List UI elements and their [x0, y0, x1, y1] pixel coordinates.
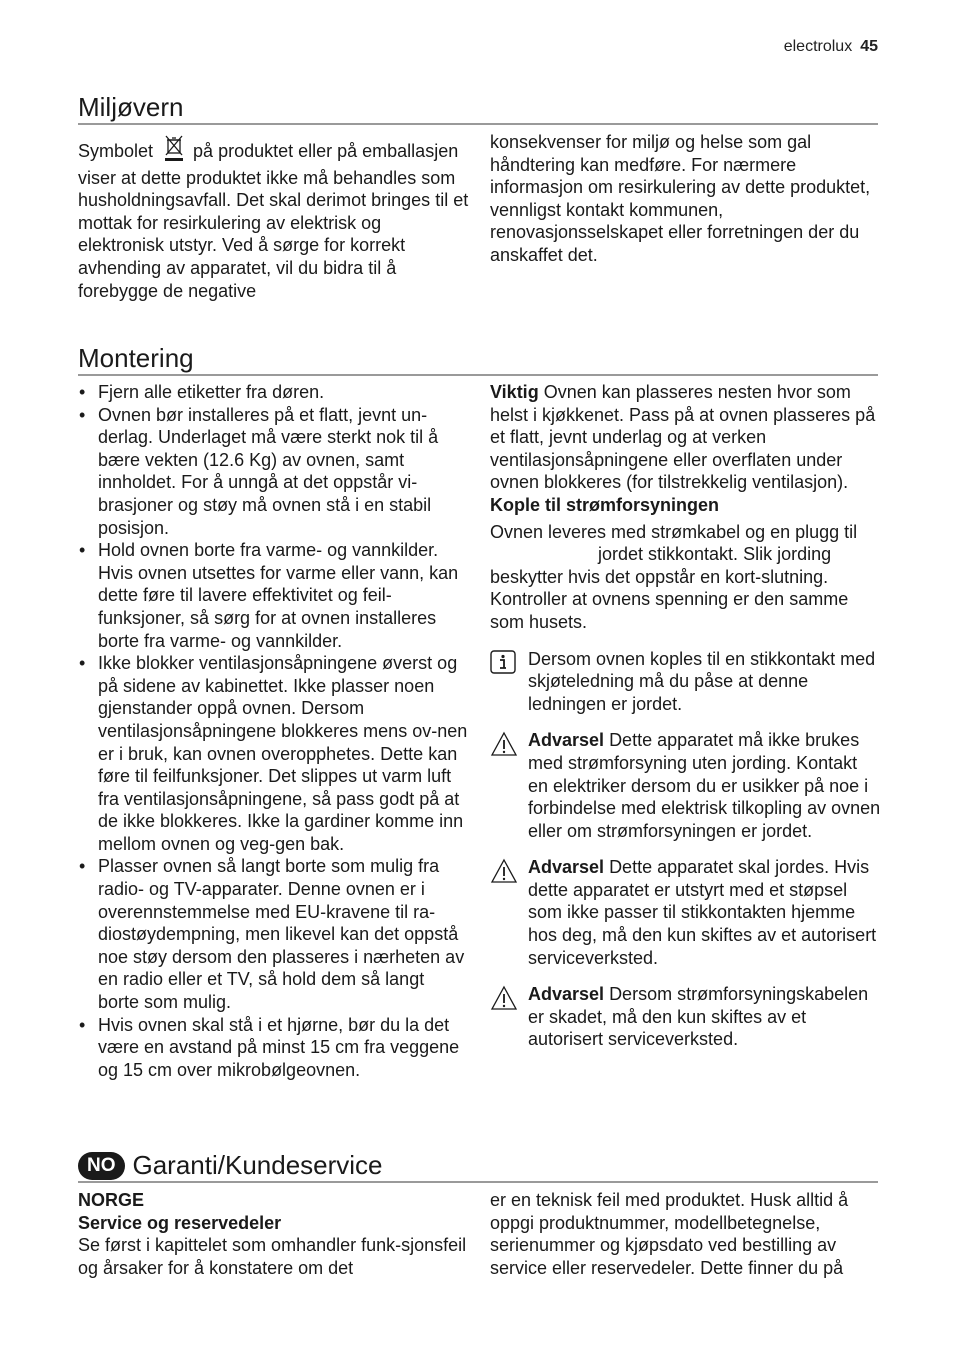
garanti-left-column	[78, 1189, 470, 1279]
warning-triangle-icon	[490, 983, 528, 1051]
montering-right-column	[490, 381, 882, 1051]
section-title-montering: Montering	[78, 343, 878, 376]
country-heading: NORGE	[78, 1190, 145, 1210]
info-note-text: Dersom ovnen koples til en stikkontakt med skjøteledning må du påse at denne ledningen er jordet.	[528, 648, 876, 714]
miljovern-symbol-label: Symbolet	[78, 141, 154, 161]
list-item: • Ovnen bør installeres på et flatt, jevnt un-derlag. Underlaget må være sterkt nok til å bære vekten (12.6 Kg) av ovnen, samt innholdet. For å unngå at det oppstår vi-brasjoner og støy må ovnen stå i en stabil posisjon.	[78, 404, 470, 540]
warning-text: Dersom strømforsyningskabelen er skadet, må den kun skiftes av et autorisert serviceverksted.	[528, 984, 869, 1050]
list-item: • Hold ovnen borte fra varme- og vannkilder. Hvis ovnen utsettes for varme eller vann, kan dette føre til lavere effektivitet og feil-funksjoner, så sørg for at ovnen installeres borte fra varme- og vannkilder.	[78, 539, 470, 652]
warning-label: Advarsel	[528, 857, 605, 878]
info-icon	[490, 648, 528, 716]
warning-text: Dette apparatet skal jordes. Hvis dette apparatet er utstyrt med et støpsel som ikke passer til stikkontakten hjemme hos deg, må den kun skiftes av et autorisert serviceverksted.	[528, 857, 877, 968]
garanti-title: Garanti/Kundeservice	[132, 1150, 383, 1180]
page-number: 45	[860, 38, 878, 55]
warning-triangle-icon	[490, 729, 528, 842]
miljovern-left-text	[78, 135, 470, 302]
page-header	[784, 38, 878, 56]
miljovern-right-column	[490, 131, 882, 267]
kople-heading: Kople til strømforsyningen	[490, 494, 720, 515]
warning-note	[490, 729, 882, 842]
info-note	[490, 648, 882, 716]
list-item: • Fjern alle etiketter fra døren.	[78, 381, 470, 404]
miljovern-left-column	[78, 135, 470, 302]
viktig-text: Ovnen kan plasseres nesten hvor som helst i kjøkkenet. Pass på at ovnen plasseres på et flatt, jevnt underlag og at verken ventilasjonsåpningene eller overflaten under ovnen blokkeres (for tilstrekkelig ventilasjon).	[490, 382, 876, 493]
section-title-garanti	[78, 1150, 878, 1183]
list-item: • Ikke blokker ventilasjonsåpningene øverst og på sidene av kabinettet. Ikke plasser noen gjenstander oppå ovnen. Dersom ventilasjonsåpningene blokkeres mens ov-nen er i bruk, kan ovnen overopphetes. Dette kan føre til feilfunksjoner. Det slippes ut varm luft fra ventilasjonsåpningene, så pass godt på at de ikke blokkeres. Ikke la gardiner komme inn mellom ovnen og veg-gen bak.	[78, 652, 470, 855]
miljovern-left-body: på produktet eller på emballasjen viser at dette produktet ikke må behandles som husholdningsavfall. Det skal derimot bringes til et mottak for resirkulering av elektrisk og elektronisk utstyr. Ved å sørge for korrekt avhending av apparatet, vil du bidra til å forebygge de negative	[78, 141, 469, 301]
montering-left-column	[78, 381, 470, 1081]
garanti-right-column	[490, 1189, 882, 1279]
warning-note	[490, 856, 882, 969]
garanti-left-text: Se først i kapittelet som omhandler funk-sjonsfeil og årsaker for å konstatere om det	[78, 1235, 467, 1278]
warning-note	[490, 983, 882, 1051]
warning-label: Advarsel	[528, 984, 605, 1005]
warning-triangle-icon	[490, 856, 528, 969]
list-item: • Plasser ovnen så langt borte som mulig fra radio- og TV-apparater. Denne ovnen er i overennstemmelse med EU-kravene til ra-diostøydempning, men likevel kan det oppstå noe støy dersom den plasseres i nærheten av en radio eller et TV, så hold dem så langt borte som mulig.	[78, 855, 470, 1013]
miljovern-right-text: konsekvenser for miljø og helse som gal håndtering kan medføre. For nærmere informasjon om resirkulering av dette produktet, vennligst kontakt kommunen, renovasjonsselskapet eller forretningen der du anskaffet det.	[490, 132, 871, 265]
montering-bullet-list	[78, 381, 470, 1081]
viktig-label: Viktig	[490, 382, 539, 402]
warning-text: Dette apparatet må ikke brukes med strømforsyning uten jording. Kontakt en elektriker dersom du er usikker på noe i forbindelse med elektrisk tilkopling av ovnen eller om strømforsyningen er jordet.	[528, 730, 881, 841]
kople-text-2: jordet stikkontakt. Slik jording beskytter hvis det oppstår en kort-slutning. Kontroller at ovnens spenning er den samme som husets.	[490, 544, 849, 632]
list-item: • Hvis ovnen skal stå i et hjørne, bør du la det være en avstand på minst 15 cm fra veggene og 15 cm over mikrobølgeovnen.	[78, 1014, 470, 1082]
kople-text-1: Ovnen leveres med strømkabel og en plugg til	[490, 521, 858, 542]
section-title-miljovern: Miljøvern	[78, 92, 878, 125]
kople-paragraph	[490, 521, 882, 634]
viktig-paragraph	[490, 381, 882, 494]
garanti-right-text: er en teknisk feil med produktet. Husk alltid å oppgi produktnummer, modellbetegnelse, serienummer og kjøpsdato ved bestilling av service eller reservedeler. Dette finner du på	[490, 1190, 849, 1278]
crossed-wheelie-bin-icon	[165, 135, 183, 167]
warning-label: Advarsel	[528, 730, 605, 751]
brand-name: electrolux	[783, 38, 853, 55]
service-subheading: Service og reservedeler	[78, 1212, 282, 1233]
country-badge: NO	[78, 1152, 125, 1180]
